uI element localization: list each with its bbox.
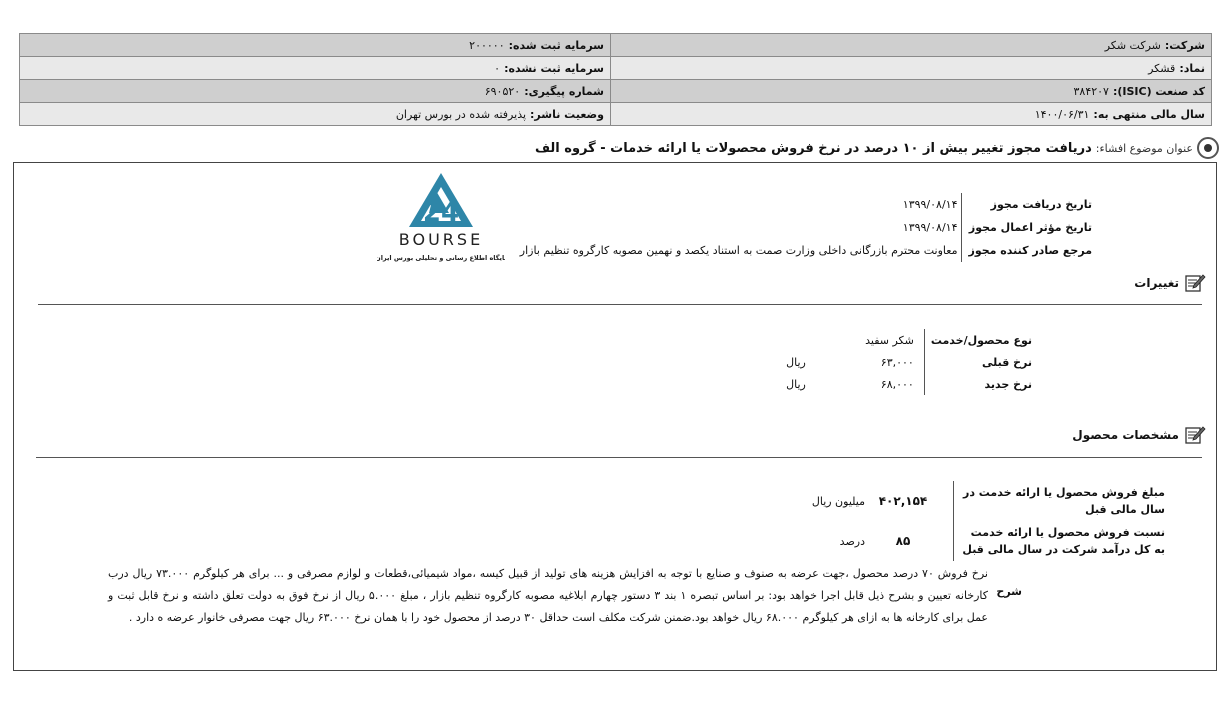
- registered-capital-cell: [20, 34, 611, 57]
- disclosure-content: [13, 162, 1217, 671]
- fiscal-year-label: سال مالی منتهی به:: [1093, 107, 1205, 121]
- unregistered-capital-label: سرمایه ثبت نشده:: [504, 61, 604, 75]
- publisher-status-cell: [20, 103, 611, 126]
- permit-label: تاریخ مؤثر اعمال مجوز: [962, 216, 1096, 239]
- sales-ratio-value: ۸۵: [895, 534, 911, 548]
- previous-rate-unit: ریال: [786, 355, 806, 369]
- company-cell: [611, 34, 1212, 57]
- spec-title: مشخصات محصول: [1072, 428, 1179, 442]
- spec-row: [711, 521, 1169, 561]
- permit-table: [516, 193, 1096, 262]
- sales-ratio-unit: درصد: [839, 534, 865, 548]
- company-info-table: [19, 33, 1212, 126]
- previous-rate-label: نرخ قبلی: [924, 351, 1036, 373]
- isic-value: ۳۸۴۲۰۷: [1073, 84, 1109, 98]
- product-type-label: نوع محصول/خدمت: [924, 329, 1036, 351]
- spec-table: [711, 481, 1170, 561]
- permit-value: معاونت محترم بازرگانی داخلی وزارت صمت به استناد یکصد و نهمین مصوبه کارگروه تنظیم بازار: [519, 244, 958, 257]
- disclosure-topic: [535, 136, 1219, 160]
- divider: [38, 304, 1202, 305]
- prev-sales-value: ۴۰۲,۱۵۴: [878, 494, 928, 508]
- permit-row: [516, 193, 1096, 216]
- spec-row: [711, 481, 1169, 521]
- sales-ratio-label: نسبت فروش محصول یا ارائه خدمت به کل درآمد شرکت در سال مالی قبل: [954, 521, 1170, 561]
- company-label: شرکت:: [1164, 38, 1205, 52]
- tracking-number-value: ۶۹۰۵۲۰: [484, 84, 521, 98]
- info-row: [20, 80, 1212, 103]
- target-icon: [1197, 137, 1219, 159]
- divider: [36, 457, 1202, 458]
- prev-sales-label: مبلغ فروش محصول یا ارائه خدمت در سال مالی قبل: [954, 481, 1170, 521]
- company-value: شرکت شکر: [1104, 38, 1161, 52]
- permit-label: تاریخ دریافت مجوز: [962, 193, 1096, 216]
- symbol-value: قشکر: [1148, 61, 1176, 75]
- unregistered-capital-cell: [20, 57, 611, 80]
- tracking-number-cell: [20, 80, 611, 103]
- empty-cell: [782, 329, 810, 351]
- isic-cell: [611, 80, 1212, 103]
- permit-label: مرجع صادر کننده مجوز: [962, 239, 1096, 262]
- changes-section-header: [1134, 273, 1206, 293]
- edit-document-icon: [1184, 425, 1206, 445]
- fiscal-year-value: ۱۴۰۰/۰۶/۳۱: [1034, 107, 1090, 121]
- new-rate-label: نرخ جدید: [924, 373, 1036, 395]
- prev-sales-unit: میلیون ریال: [811, 494, 865, 508]
- logo-brand: BOURSE: [398, 230, 484, 249]
- unregistered-capital-value: ۰: [494, 61, 501, 75]
- symbol-label: نماد:: [1179, 61, 1205, 75]
- topic-title: دریافت مجوز تغییر بیش از ۱۰ درصد در نرخ فروش محصولات یا ارائه خدمات - گروه الف: [534, 140, 1092, 156]
- publisher-status-value: پذیرفته شده در بورس تهران: [395, 107, 527, 121]
- spec-section-header: [1072, 425, 1206, 445]
- registered-capital-label: سرمایه ثبت شده:: [508, 38, 604, 52]
- description-text: نرخ فروش ۷۰ درصد محصول ،جهت عرضه به صنوف و صنایع با توجه به افزایش هزینه های تولید از قبیل کیسه ،مواد شیمیائی،قطعات و لوازم مصرفی و ... برای هر کیلوگرم ۷۳.۰۰۰ ریال درب کارخانه تعیین و بشرح ذیل قابل اجرا خواهد بود: بر اساس تبصره ۱ بند ۳ دستور چهارم ابلاغیه مصوبه کارگروه تنظیم بازار ، مبلغ ۵.۰۰۰ ریال از نرخ فوق به دولت تعلق داشته و نرخ قابل ثبت و عمل برای کارخانه ها به ازای هر کیلوگرم ۶۸.۰۰۰ ریال خواهد بود.ضمنن شرکت مکلف است حداقل ۳۰ درصد از محصول خود را با همان نرخ ۶۳.۰۰۰ ریال جهت مصرفی خانوار عرضه ه دارد .: [108, 567, 989, 624]
- description-label: شرح: [996, 585, 1022, 598]
- bourse24-logo: [377, 165, 505, 269]
- permit-value: ۱۳۹۹/۰۸/۱۴: [902, 221, 958, 234]
- rate-row: [782, 373, 1036, 395]
- new-rate-unit: ریال: [786, 377, 806, 391]
- previous-rate-value: ۶۳,۰۰۰: [880, 355, 914, 369]
- permit-row: [516, 239, 1096, 262]
- fiscal-year-cell: [611, 103, 1212, 126]
- publisher-status-label: وضعیت ناشر:: [530, 107, 604, 121]
- symbol-cell: [611, 57, 1212, 80]
- new-rate-value: ۶۸,۰۰۰: [880, 377, 914, 391]
- info-row: [20, 34, 1212, 57]
- changes-title: تغییرات: [1134, 276, 1179, 290]
- edit-document-icon: [1184, 273, 1206, 293]
- product-type-value: شکر سفید: [865, 333, 914, 347]
- permit-row: [516, 216, 1096, 239]
- isic-label: کد صنعت (ISIC):: [1112, 84, 1205, 98]
- registered-capital-value: ۲۰۰۰۰۰: [469, 38, 505, 52]
- tracking-number-label: شماره پیگیری:: [524, 84, 604, 98]
- topic-label: عنوان موضوع افشاء:: [1095, 141, 1193, 155]
- info-row: [20, 57, 1212, 80]
- rate-row: [782, 351, 1036, 373]
- product-row: [782, 329, 1036, 351]
- changes-table: [782, 329, 1036, 395]
- permit-value: ۱۳۹۹/۰۸/۱۴: [902, 198, 958, 211]
- logo-number: 24: [422, 198, 460, 228]
- logo-graphic: [377, 165, 505, 269]
- info-row: [20, 103, 1212, 126]
- logo-tagline: پایگاه اطلاع رسانی و تحلیلی بورس ایران: [377, 254, 505, 262]
